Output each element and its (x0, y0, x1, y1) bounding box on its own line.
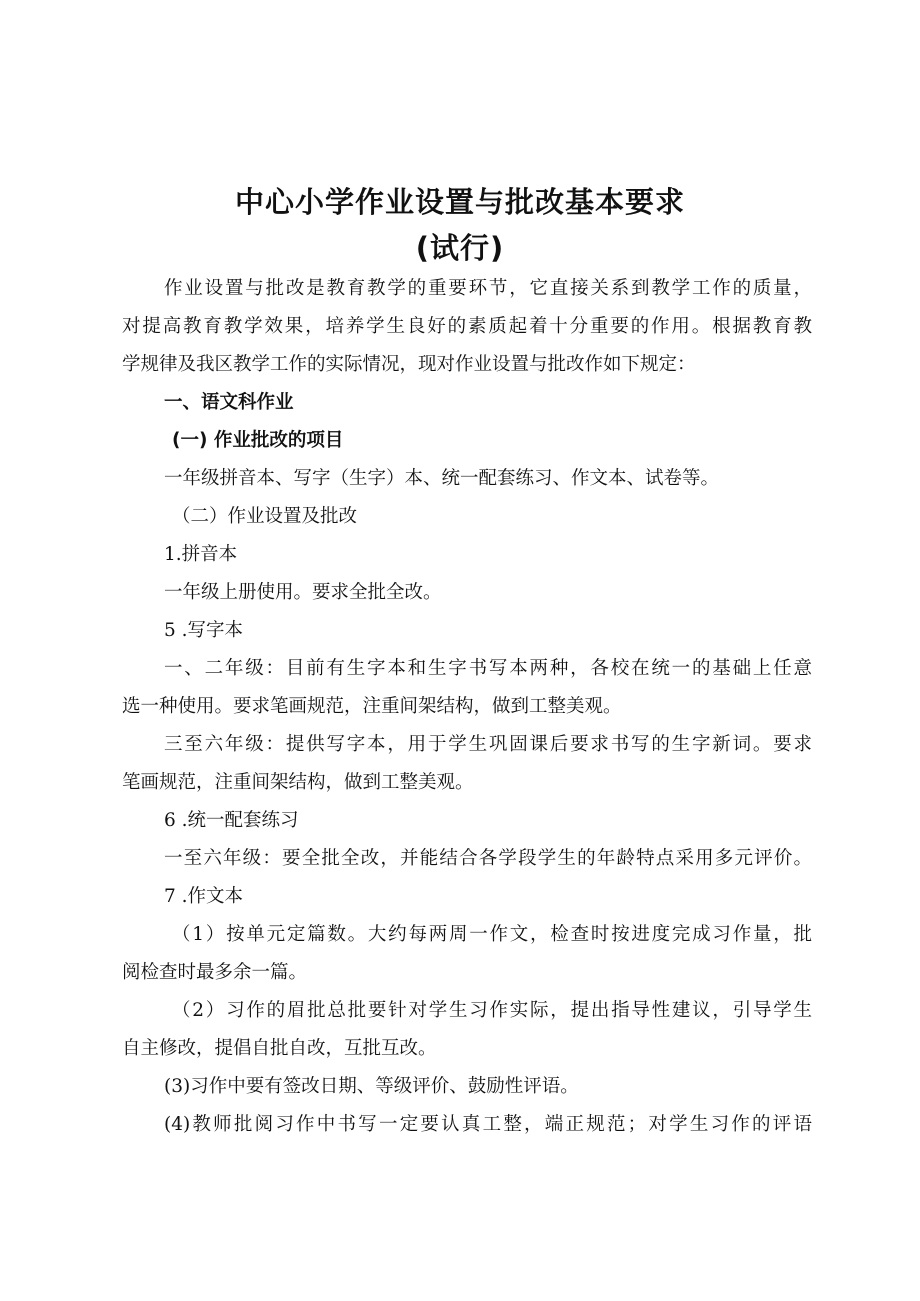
intro-line: 作业设置与批改是教育教学的重要环节，它直接关系到教学工作的质量， (164, 278, 812, 299)
item-heading: 1.拼音本 (164, 544, 238, 565)
document-body (122, 270, 812, 1144)
document-subtitle: (试行) (415, 231, 505, 265)
item-heading: 6 .统一配套练习 (164, 810, 299, 831)
paragraph: 一至六年级：要全批全改，并能结合各学段学生的年龄特点采用多元评价。 (164, 848, 812, 869)
item-heading: 5 .写字本 (164, 620, 244, 641)
paragraph-line: 阅检查时最多余一篇。 (122, 962, 308, 983)
paragraph-line: 笔画规范，注重间架结构，做到工整美观。 (122, 772, 474, 793)
subsection-heading: (一) 作业批改的项目 (172, 430, 344, 451)
subsection-heading: （二）作业设置及批改 (172, 506, 358, 527)
paragraph-line: （2）习作的眉批总批要针对学生习作实际，提出指导性建议，引导学生 (172, 1000, 812, 1021)
section-heading: 一、语文科作业 (164, 392, 294, 413)
paragraph: (3)习作中要有签改日期、等级评价、鼓励性评语。 (164, 1076, 579, 1097)
paragraph: 一年级上册使用。要求全批全改。 (164, 582, 442, 603)
paragraph-line: （1）按单元定篇数。大约每两周一作文，检查时按进度完成习作量，批 (172, 924, 812, 945)
intro-line: 学规律及我区教学工作的实际情况，现对作业设置与批改作如下规定： (122, 354, 696, 375)
paragraph-line: 自主修改，提倡自批自改，互批互改。 (122, 1038, 437, 1059)
paragraph-line: 一、二年级：目前有生字本和生字书写本两种，各校在统一的基础上任意 (164, 658, 812, 679)
paragraph: 一年级拼音本、写字（生字）本、统一配套练习、作文本、试卷等。 (164, 468, 720, 489)
document-title: 中心小学作业设置与批改基本要求 (234, 185, 685, 219)
paragraph-line: 三至六年级：提供写字本，用于学生巩固课后要求书写的生字新词。要求 (164, 734, 812, 755)
paragraph-line: (4)教师批阅习作中书写一定要认真工整，端正规范；对学生习作的评语 (164, 1114, 812, 1135)
paragraph-line: 选一种使用。要求笔画规范，注重间架结构，做到工整美观。 (122, 696, 622, 717)
item-heading: 7 .作文本 (164, 886, 244, 907)
intro-line: 对提高教育教学效果，培养学生良好的素质起着十分重要的作用。根据教育教 (122, 316, 812, 337)
